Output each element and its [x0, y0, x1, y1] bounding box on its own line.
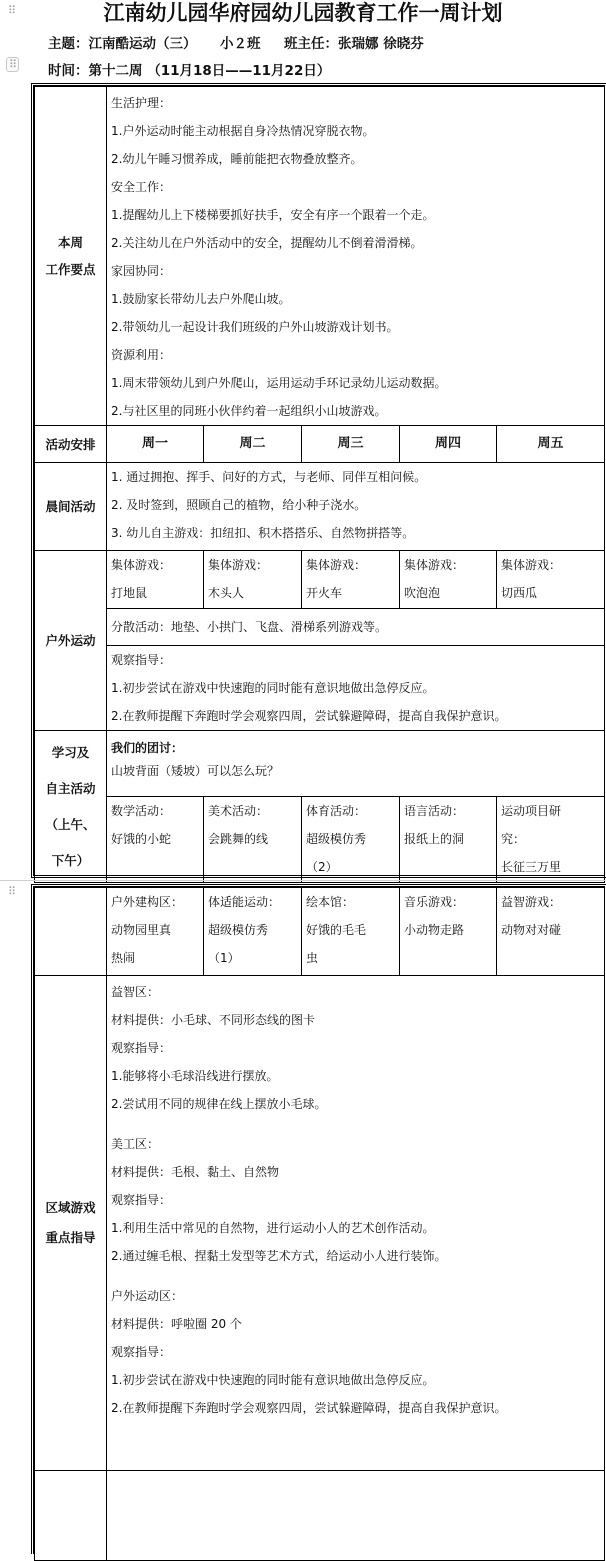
area-thu: 音乐游戏： 小动物走路 [400, 888, 497, 976]
activity-wed: 体育活动： 超级模仿秀 （2） [302, 797, 400, 883]
region-label: 区域游戏 重点指导 [35, 976, 107, 1471]
focus-line: 1.周末带领幼儿到户外爬山，运用运动手环记录幼儿运动数据。 [111, 376, 447, 390]
drag-handle-icon[interactable]: ⠿ [8, 885, 16, 898]
plan-table-page1 [34, 86, 605, 883]
time-line: 时间：第十二周 （11月18日——11月22日） [48, 63, 331, 79]
group-game-fri: 集体游戏： 切西瓜 [497, 551, 605, 609]
group-game-thu: 集体游戏： 吹泡泡 [400, 551, 497, 609]
group-game-wed: 集体游戏： 开火车 [302, 551, 400, 609]
focus-line: 2.关注幼儿在户外活动中的安全，提醒幼儿不倒着滑滑梯。 [111, 236, 423, 250]
day-tue: 周二 [204, 426, 302, 463]
empty-content-cell [107, 1471, 605, 1561]
day-wed: 周三 [302, 426, 400, 463]
focus-line: 家园协同： [111, 264, 172, 278]
area-mon: 户外建构区： 动物园里真 热闹 [107, 888, 204, 976]
activity-mon: 数学活动： 好饿的小蛇 [107, 797, 204, 883]
schedule-label: 活动安排 [35, 426, 107, 463]
focus-line: 2.幼儿午睡习惯养成，睡前能把衣物叠放整齐。 [111, 152, 363, 166]
focus-line: 1.户外运动时能主动根据自身冷热情况穿脱衣物。 [111, 124, 375, 138]
day-mon: 周一 [107, 426, 204, 463]
team-discussion: 我们的团讨： 山坡背面（矮坡）可以怎么玩？ [107, 731, 605, 797]
activity-fri: 运动项目研 究： 长征三万里 [497, 797, 605, 883]
weekly-focus-content [107, 87, 605, 426]
day-thu: 周四 [400, 426, 497, 463]
plan-table-page2 [34, 887, 605, 1561]
group-game-mon: 集体游戏： 打地鼠 [107, 551, 204, 609]
morning-content: 1. 通过拥抱、挥手、问好的方式，与老师、同伴互相问候。 2. 及时签到，照顾自己的植物，给小种子浇水。 3. 幼儿自主游戏：扣纽扣、积木搭搭乐、自然物拼搭等。 [107, 463, 605, 551]
focus-line: 2.与社区里的同班小伙伴约着一起组织小山坡游戏。 [111, 404, 387, 418]
table-handle-icon[interactable]: ⠿ [6, 57, 19, 72]
focus-line: 1.鼓励家长带幼儿去户外爬山坡。 [111, 292, 291, 306]
drag-handle-icon[interactable]: ⠿ [8, 4, 16, 17]
weekly-focus-label: 本周 工作要点 [35, 87, 107, 426]
learning-label-continued [35, 888, 107, 976]
empty-label-cell [35, 1471, 107, 1561]
area-wed: 绘本馆： 好饿的毛毛 虫 [302, 888, 400, 976]
activity-thu: 语言活动： 报纸上的洞 [400, 797, 497, 883]
learning-label: 学习及 自主活动 （上午、 下午） [35, 731, 107, 883]
activity-tue: 美术活动： 会跳舞的线 [204, 797, 302, 883]
region-content: 益智区： 材料提供：小毛球、不同形态线的图卡 观察指导： 1.能够将小毛球沿线进行摆放。 2.尝试用不同的规律在线上摆放小毛球。 美工区： 材料提供：毛根、黏土、自然物 观察指导： 1.利用生活中常见的自然物，进行运动小人的艺术创作活动。 2.通过缠毛根、捏黏土发型等艺术方式，给运动小人进行装饰。 户外运动区： 材料提供：呼啦圈 20 个 观察指导： 1.初步尝试在游戏中快速跑的同时能有意识地做出急停反应。 2.在教师提醒下奔跑时学会观察四周，尝试躲避障碍，提高自我保护意识。 [107, 976, 605, 1471]
focus-line: 1.提醒幼儿上下楼梯要抓好扶手，安全有序一个跟着一个走。 [111, 208, 435, 222]
focus-line: 资源利用： [111, 348, 172, 362]
page-title: 江南幼儿园华府园幼儿园教育工作一周计划 [103, 0, 503, 25]
morning-label: 晨间活动 [35, 463, 107, 551]
focus-line: 2.带领幼儿一起设计我们班级的户外山坡游戏计划书。 [111, 320, 399, 334]
group-game-tue: 集体游戏： 木头人 [204, 551, 302, 609]
theme-line: 主题：江南酷运动（三） 小２班 班主任：张瑞娜 徐晓芬 [48, 36, 424, 52]
scattered-activity: 分散活动：地垫、小拱门、飞盘、滑梯系列游戏等。 [107, 609, 605, 646]
focus-line: 安全工作： [111, 180, 172, 194]
page-break-divider [0, 880, 606, 881]
area-fri: 益智游戏： 动物对对碰 [497, 888, 605, 976]
focus-line: 生活护理： [111, 96, 172, 110]
outdoor-label: 户外运动 [35, 551, 107, 731]
area-tue: 体适能运动： 超级模仿秀 （1） [204, 888, 302, 976]
outdoor-guidance: 观察指导： 1.初步尝试在游戏中快速跑的同时能有意识地做出急停反应。 2.在教师提醒下奔跑时学会观察四周，尝试躲避障碍，提高自我保护意识。 [107, 646, 605, 731]
day-fri: 周五 [497, 426, 605, 463]
